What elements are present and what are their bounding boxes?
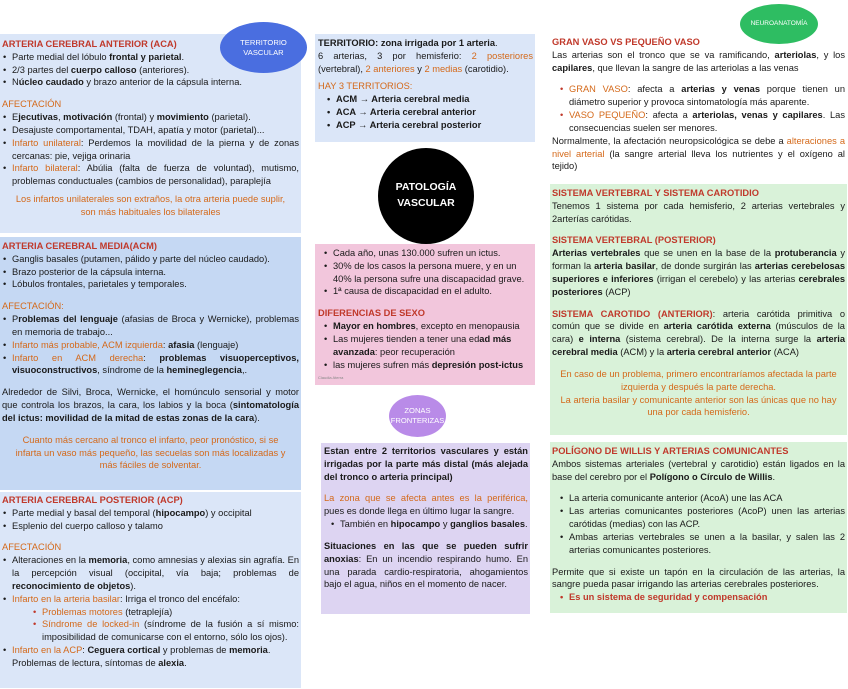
list-item: • Cada año, unas 130.000 sufren un ictus.	[323, 247, 532, 260]
acp-list	[2, 507, 299, 533]
list-item: • Desajuste comportamental, TDAH, apatía y motor (parietal)...	[2, 124, 299, 137]
list-item: • Infarto unilateral: Perdemos la movilidad de la pierna y de zonas cercanas: pie, vejiga orinaria	[2, 137, 299, 163]
vaso-title: GRAN VASO VS PEQUEÑO VASO	[552, 37, 700, 47]
list-item: • ACA → Arteria cerebral anterior	[326, 106, 533, 119]
acp-title: ARTERIA CEREBRAL POSTERIOR (ACP)	[2, 495, 183, 505]
list-item: • 1ª causa de discapacidad en el adulto.	[323, 285, 532, 298]
list-item: • Ejecutivas, motivación (frontal) y movimiento (parietal).	[2, 111, 299, 124]
willis-title: POLÍGONO DE WILLIS Y ARTERIAS COMUNICANTES	[552, 446, 789, 456]
aca-afectacion-list	[2, 111, 299, 188]
author-credit: Claudia Aterra	[318, 375, 344, 381]
vaso-list	[559, 83, 845, 134]
zonas-periferica: La zona que se afecta antes es la periférica, pues es donde llega en último lugar la sangre.	[324, 493, 528, 517]
zonas-section	[321, 443, 530, 614]
territorio-list	[326, 93, 533, 131]
list-item: • GRAN VASO: afecta a arterias y venas porque tienen un diámetro superior y provoca sintomatología más aparente.	[559, 83, 845, 109]
list-item: • Infarto en ACM derecha: problemas visuoperceptivos, visuoconstructivos, síndrome de la hemineglegencia,.	[2, 352, 299, 378]
list-item: • Ganglis basales (putamen, pálido y parte del núcleo caudado).	[2, 253, 299, 266]
territorio-arterias: 6 arterias, 3 por hemisferio: 2 posteriores (vertebral), 2 anteriores y 2 medias (carotidio).	[318, 50, 533, 74]
zonas-anoxias: Situaciones en las que se pueden sufrir anoxias: En un incendio respirando humo. En una parada cardio-respiratoria, ahogamientos bajo el agua, niños en el momento de nacer.	[324, 540, 528, 590]
diferencias-sexo-title: DIFERENCIAS DE SEXO	[318, 308, 425, 319]
patologia-vascular-circle	[378, 148, 474, 244]
list-item: • las mujeres sufren más depresión post-ictus	[323, 359, 532, 372]
list-item: • Infarto bilateral: Abúlia (falta de fuerza de voluntad), mutismo, problemas conductuales (cambios de personalidad), paraplejía	[2, 162, 299, 188]
sistema-note-1: En caso de un problema, primero encontraríamos afectada la parte izquierda y después la parte derecha.	[560, 368, 837, 392]
list-item: • Infarto en la arteria basilar: Irriga el tronco del encéfalo: • Problemas motores (tetraplejía) • Síndrome de locked-in (síndrome de la fusión a sí mismo: imposibilidad de comunicarse con el entorno, sólo los ojos).	[2, 593, 299, 644]
stats-section	[315, 244, 535, 385]
stats-list	[323, 247, 532, 298]
list-item: • La arteria comunicante anterior (AcoA) une las ACA	[559, 492, 845, 505]
willis-list	[559, 492, 845, 556]
acm-note: Cuanto más cercano al tronco el infarto, peor pronóstico, si se infarta un vaso más pequeño, las secuelas son más localizadas y más fáciles de solventar.	[15, 434, 286, 471]
vaso-paragraph: Las arterias son el tronco que se va ramificando, arteriolas, y los capilares, que llevan la sangre de las arteriolas a las venas	[552, 49, 845, 73]
zonas-fronterizas-oval: ZONAS FRONTERIZAS	[389, 395, 446, 437]
list-item: • Las arterias comunicantes posteriores (AcoP) unen las arterias carótidas (medias) con las ACP.	[559, 505, 845, 531]
acm-paragraph: Alrededor de Silvi, Broca, Wernicke, el homúnculo sensorial y motor que controla los brazos, la cara, los labios y la boca (sintomatología del ictus: movilidad de la mitad de estas zonas de la cara).	[2, 387, 299, 423]
willis-section	[550, 442, 847, 613]
acm-section	[0, 237, 301, 490]
vaso-normalmente: Normalmente, la afectación neuropsicológica se debe a alteraciones a nivel arterial (la sangre arterial lleva los nutrientes y el oxígeno al tejido)	[552, 135, 845, 172]
list-item: • También en hipocampo y ganglios basales.	[330, 518, 528, 531]
list-item: • Núcleo caudado y brazo anterior de la cápsula interna.	[2, 76, 299, 89]
list-item: • Lóbulos frontales, parietales y temporales.	[2, 278, 299, 291]
diferencias-list	[323, 320, 532, 371]
territorio-definition: TERRITORIO: zona irrigada por 1 arteria.	[318, 38, 498, 48]
list-item: • Es un sistema de seguridad y compensación	[559, 591, 845, 604]
vaso-section	[550, 34, 847, 178]
list-item: • 30% de los casos la persona muere, y en un 40% la persona sufre una discapacidad grave.	[323, 260, 532, 286]
list-item: • Alteraciones en la memoria, como amnesias y alexias sin agrafía. En la percepción visual (occipital, vía baja; problemas de reconocimiento de objetos).	[2, 554, 299, 592]
aca-note: Los infartos unilaterales son extraños, la otra arteria puede suplir, son más habituales los bilaterales	[15, 194, 286, 217]
willis-paragraph: Ambos sistemas arteriales (vertebral y carotidio) están ligados en la base del cerebro por el Polígono o Círculo de Willis.	[552, 458, 845, 482]
list-item: • Parte medial del lóbulo frontal y parietal.	[2, 51, 299, 64]
sistema-paragraph: Tenemos 1 sistema por cada hemisferio, 2 arterias vertebrales y 2arterías carótidas.	[552, 200, 845, 224]
list-item: • ACP → Arteria cerebral posterior	[326, 119, 533, 132]
list-item: • Problemas del lenguaje (afasias de Broca y Wernicke), problemas en memoria de trabajo...	[2, 313, 299, 339]
acm-list	[2, 253, 299, 291]
aca-title: ARTERIA CEREBRAL ANTERIOR (ACA)	[2, 39, 177, 49]
list-item: • VASO PEQUEÑO: afecta a arteriolas, venas y capilares. Las consecuencias suelen ser menores.	[559, 109, 845, 135]
acp-afectacion-title: AFECTACIÓN	[2, 542, 62, 553]
acm-afectacion-title: AFECTACIÓN:	[2, 301, 64, 312]
list-item: • ACM → Arteria cerebral media	[326, 93, 533, 106]
acp-section	[0, 492, 301, 688]
territorio-hay-title: HAY 3 TERRITORIOS:	[318, 81, 413, 92]
list-item: • Síndrome de locked-in (síndrome de la fusión a sí mismo: imposibilidad de comunicarse con el entorno, sólo los ojos).	[32, 618, 299, 644]
territorio-section	[315, 34, 535, 142]
list-item: • Brazo posterior de la cápsula interna.	[2, 266, 299, 279]
list-item: • Esplenio del cuerpo calloso y talamo	[2, 520, 299, 533]
list-item: • Problemas motores (tetraplejía)	[32, 606, 299, 619]
list-item: • Parte medial y basal del temporal (hipocampo) y occipital	[2, 507, 299, 520]
sistema-title: SISTEMA VERTEBRAL Y SISTEMA CAROTIDIO	[552, 188, 759, 198]
list-item: • Las mujeres tienden a tener una edad más avanzada: peor recuperación	[323, 333, 532, 359]
willis-permite: Permite que si existe un tapón en la circulación de las arterias, la sangre pueda pasar irrigando las arterias cerebrales posteriores.	[552, 566, 845, 590]
list-item: • 2/3 partes del cuerpo calloso (anteriores).	[2, 64, 299, 77]
acm-afectacion-list	[2, 313, 299, 377]
aca-afectacion-title: AFECTACIÓN	[2, 99, 62, 110]
acp-afectacion-list	[2, 554, 299, 669]
territorio-vascular-oval: TERRITORIO VASCULAR	[220, 22, 307, 73]
center-title-line-1: PATOLOGÍA	[395, 181, 457, 194]
sistema-carotido-text: SISTEMA CAROTIDO (ANTERIOR): arteria carótida primitiva o común que se divide en arteria carótida externa (músculos de la cara) e interna (sistema cerebral). De la interna surge la arteria cerebral media (ACM) y la arteria cerebral anterior (ACA)	[552, 308, 846, 358]
zonas-definition: Estan entre 2 territorios vasculares y están irrigadas por la parte más distal (más alejada del tronco o arteria principal)	[324, 446, 528, 482]
sistema-vertebral-title: SISTEMA VERTEBRAL (POSTERIOR)	[552, 235, 716, 246]
neuroanatomia-oval: NEUROANATOMÍA	[740, 4, 818, 44]
acm-title: ARTERIA CEREBRAL MEDIA(ACM)	[2, 241, 157, 251]
list-item: • Mayor en hombres, excepto en menopausia	[323, 320, 532, 333]
center-title-line-2: VASCULAR	[397, 197, 455, 209]
sistema-vertebral-text: Arterias vertebrales que se unen en la base de la protuberancia y forman la arteria basilar, de donde surgirán las arterias cerebelosas superiores e inferiores (irrigan el cerebelo) y las arterias cerebrales posteriores (ACP)	[552, 248, 846, 297]
sistema-section	[550, 184, 847, 435]
list-item: • Infarto más probable, ACM izquierda: afasia (lenguaje)	[2, 339, 299, 352]
zonas-list	[330, 518, 528, 531]
willis-last-list	[559, 591, 845, 604]
list-item: • Ambas arterias vertebrales se unen a la basilar, y salen las 2 arterias comunicantes posteriores.	[559, 531, 845, 557]
sistema-note-2: La arteria basilar y comunicante anterior son las únicas que no hay una por cada hemisferio.	[560, 394, 837, 418]
list-item: • Infarto en la ACP: Ceguera cortical y problemas de memoria. Problemas de lectura, síntomas de alexia.	[2, 644, 299, 670]
